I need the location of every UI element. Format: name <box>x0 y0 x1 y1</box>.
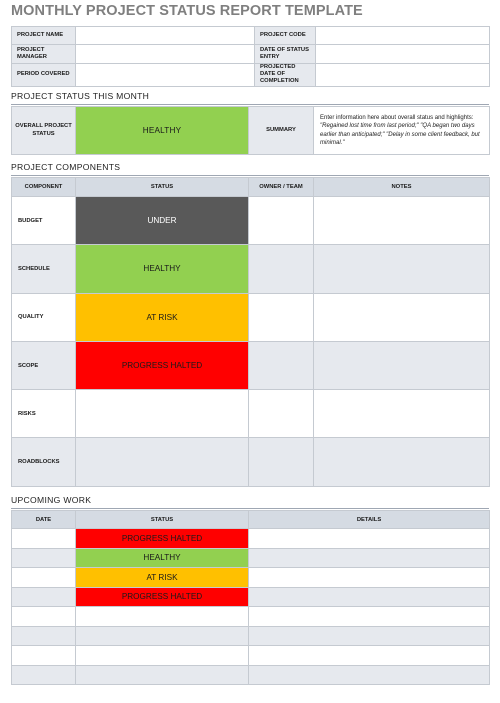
component-label: SCHEDULE <box>12 245 76 293</box>
project-manager-label: PROJECT MANAGER <box>12 45 76 64</box>
notes-cell[interactable] <box>314 390 490 438</box>
page-title: MONTHLY PROJECT STATUS REPORT TEMPLATE <box>11 3 363 19</box>
status-cell[interactable] <box>76 665 249 685</box>
table-row <box>12 197 490 245</box>
details-cell[interactable] <box>249 587 490 607</box>
date-cell[interactable] <box>12 529 76 549</box>
summary-intro: Enter information here about overall status and highlights: <box>320 115 474 122</box>
section-heading-components: PROJECT COMPONENTS <box>11 162 489 176</box>
col-header-owner-team: OWNER / TEAM <box>249 178 314 197</box>
table-row <box>12 341 490 389</box>
col-header-details: DETAILS <box>249 511 490 529</box>
upcoming-work-table <box>11 510 490 685</box>
status-cell[interactable] <box>76 626 249 646</box>
status-cell[interactable]: PROGRESS HALTED <box>76 341 249 389</box>
overall-status-value[interactable]: HEALTHY <box>76 107 249 155</box>
section-heading-upcoming: UPCOMING WORK <box>11 495 489 509</box>
component-label: ROADBLOCKS <box>12 438 76 486</box>
status-cell[interactable]: PROGRESS HALTED <box>76 587 249 607</box>
status-cell[interactable]: AT RISK <box>76 568 249 588</box>
details-cell[interactable] <box>249 626 490 646</box>
details-cell[interactable] <box>249 529 490 549</box>
date-cell[interactable] <box>12 568 76 588</box>
project-name-field[interactable] <box>76 27 255 45</box>
details-cell[interactable] <box>249 607 490 627</box>
project-info-table <box>11 26 490 87</box>
status-cell[interactable]: HEALTHY <box>76 245 249 293</box>
table-row <box>12 568 490 588</box>
period-covered-field[interactable] <box>76 64 255 87</box>
details-cell[interactable] <box>249 646 490 666</box>
owner-cell[interactable] <box>249 197 314 245</box>
notes-cell[interactable] <box>314 438 490 486</box>
notes-cell[interactable] <box>314 293 490 341</box>
table-row <box>12 293 490 341</box>
date-cell[interactable] <box>12 626 76 646</box>
projected-completion-field[interactable] <box>316 64 490 87</box>
date-of-status-entry-label: DATE OF STATUS ENTRY <box>255 45 316 64</box>
project-code-label: PROJECT CODE <box>255 27 316 45</box>
notes-cell[interactable] <box>314 245 490 293</box>
summary-text[interactable] <box>314 107 490 155</box>
date-cell[interactable] <box>12 548 76 568</box>
col-header-status: STATUS <box>76 511 249 529</box>
table-row <box>12 529 490 549</box>
table-row <box>12 646 490 666</box>
projected-completion-label: PROJECTED DATE OF COMPLETION <box>255 64 316 87</box>
table-row <box>12 626 490 646</box>
project-name-label: PROJECT NAME <box>12 27 76 45</box>
details-cell[interactable] <box>249 548 490 568</box>
table-row <box>12 607 490 627</box>
owner-cell[interactable] <box>249 245 314 293</box>
col-header-date: DATE <box>12 511 76 529</box>
component-label: SCOPE <box>12 341 76 389</box>
overall-status-label: OVERALL PROJECT STATUS <box>12 107 76 155</box>
component-label: RISKS <box>12 390 76 438</box>
date-cell[interactable] <box>12 587 76 607</box>
date-cell[interactable] <box>12 607 76 627</box>
status-cell[interactable] <box>76 438 249 486</box>
status-cell[interactable] <box>76 607 249 627</box>
owner-cell[interactable] <box>249 438 314 486</box>
status-cell[interactable] <box>76 390 249 438</box>
date-cell[interactable] <box>12 665 76 685</box>
section-heading-status-month: PROJECT STATUS THIS MONTH <box>11 91 489 105</box>
col-header-notes: NOTES <box>314 178 490 197</box>
date-of-status-entry-field[interactable] <box>316 45 490 64</box>
owner-cell[interactable] <box>249 293 314 341</box>
components-table <box>11 177 490 487</box>
summary-label: SUMMARY <box>249 107 314 155</box>
project-code-field[interactable] <box>316 27 490 45</box>
table-row <box>12 438 490 486</box>
component-label: BUDGET <box>12 197 76 245</box>
col-header-status: STATUS <box>76 178 249 197</box>
table-row <box>12 548 490 568</box>
project-manager-field[interactable] <box>76 45 255 64</box>
table-row <box>12 245 490 293</box>
table-row <box>12 665 490 685</box>
owner-cell[interactable] <box>249 390 314 438</box>
owner-cell[interactable] <box>249 341 314 389</box>
status-cell[interactable] <box>76 646 249 666</box>
status-month-table <box>11 106 490 155</box>
component-label: QUALITY <box>12 293 76 341</box>
notes-cell[interactable] <box>314 197 490 245</box>
summary-example: "Regained lost time from last period;" "QA began two days earlier than anticipated;" "Delay in some client feedback, but minimal." <box>320 123 480 146</box>
table-row <box>12 587 490 607</box>
details-cell[interactable] <box>249 665 490 685</box>
status-cell[interactable]: HEALTHY <box>76 548 249 568</box>
date-cell[interactable] <box>12 646 76 666</box>
status-cell[interactable]: UNDER <box>76 197 249 245</box>
col-header-component: COMPONENT <box>12 178 76 197</box>
status-cell[interactable]: AT RISK <box>76 293 249 341</box>
period-covered-label: PERIOD COVERED <box>12 64 76 87</box>
notes-cell[interactable] <box>314 341 490 389</box>
details-cell[interactable] <box>249 568 490 588</box>
status-cell[interactable]: PROGRESS HALTED <box>76 529 249 549</box>
table-row <box>12 390 490 438</box>
